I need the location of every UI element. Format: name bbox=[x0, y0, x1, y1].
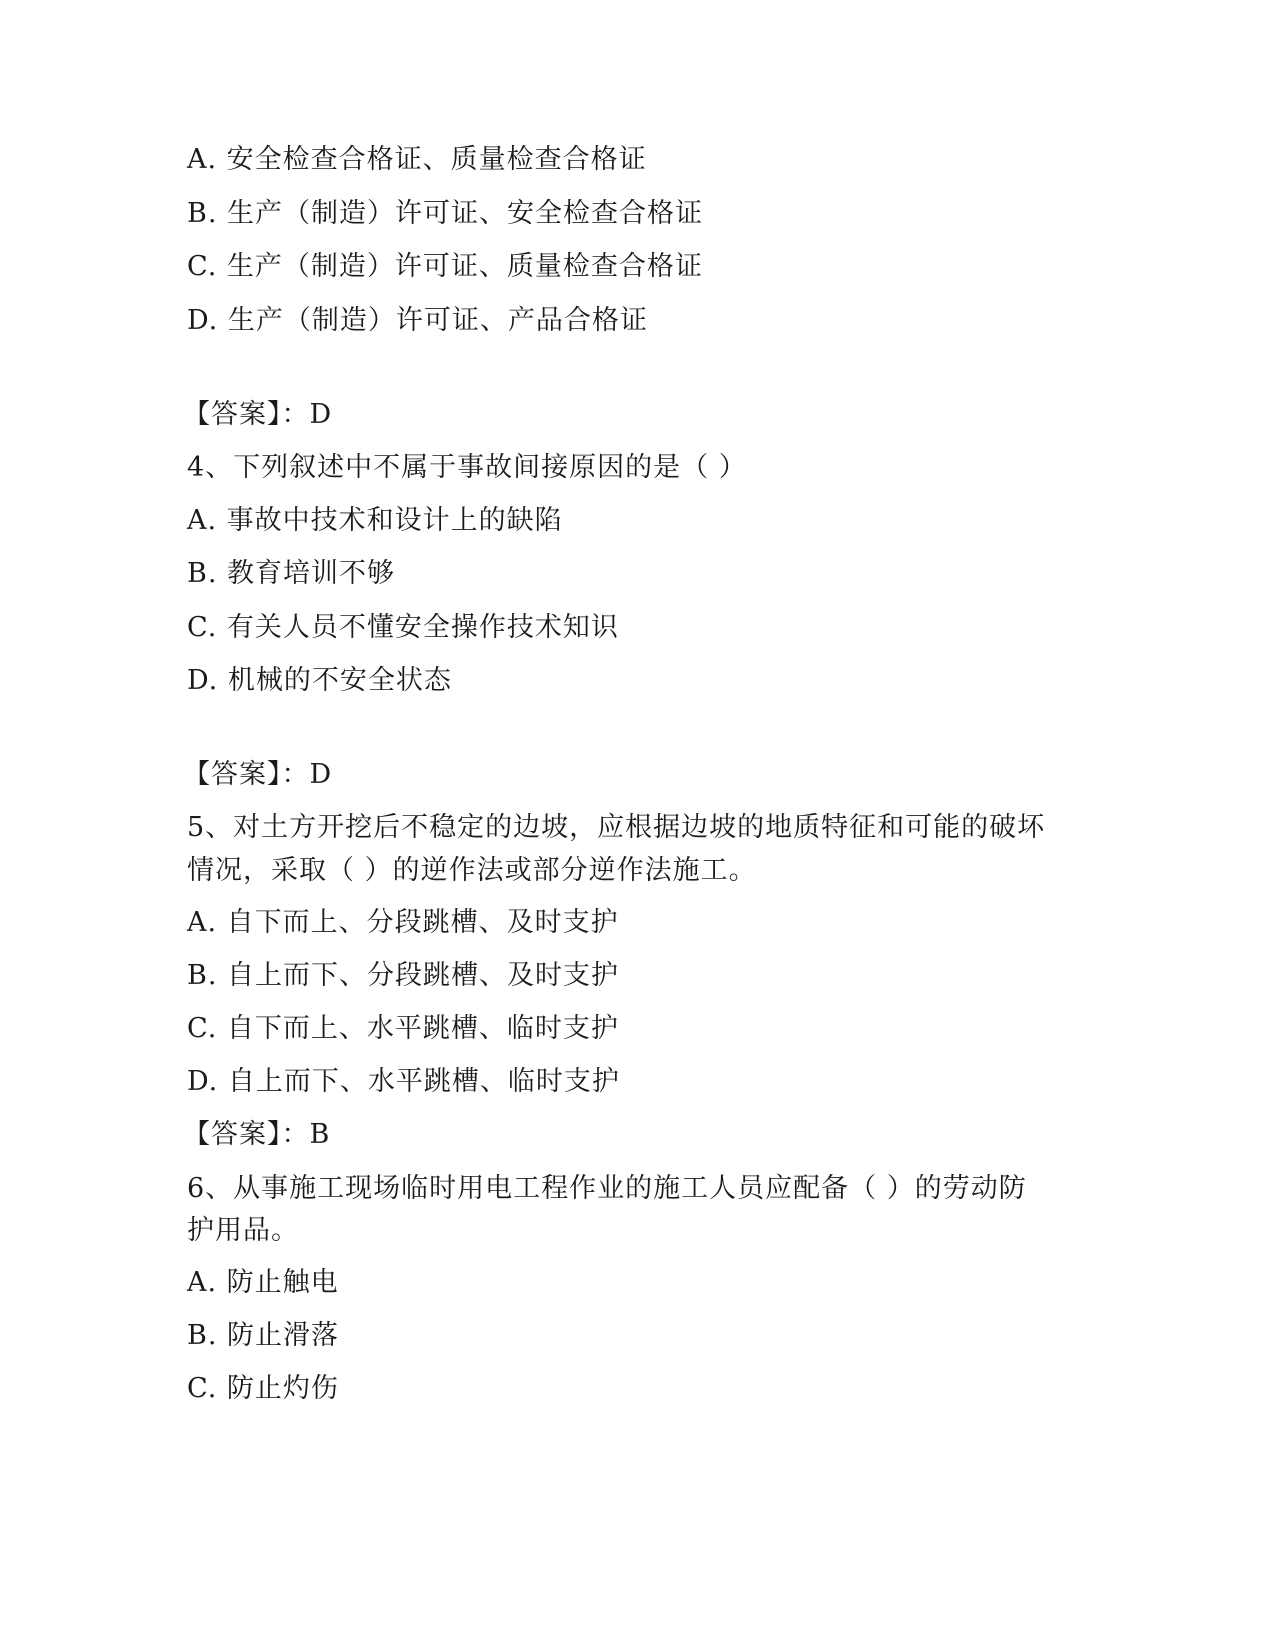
q5-question-line2: 情况，采取（ ）的逆作法或部分逆作法施工。 bbox=[187, 855, 757, 886]
q3-option-d: D. 生产（制造）许可证、产品合格证 bbox=[187, 305, 648, 336]
q3-option-c: C. 生产（制造）许可证、质量检查合格证 bbox=[187, 251, 703, 282]
q4-option-a: A. 事故中技术和设计上的缺陷 bbox=[187, 505, 563, 536]
q4-option-d: D. 机械的不安全状态 bbox=[187, 665, 452, 696]
q4-question: 4、下列叙述中不属于事故间接原因的是（ ） bbox=[187, 452, 747, 483]
q6-option-b: B. 防止滑落 bbox=[187, 1320, 340, 1351]
q4-option-b: B. 教育培训不够 bbox=[187, 558, 396, 589]
q5-option-c: C. 自下而上、水平跳槽、临时支护 bbox=[187, 1013, 619, 1044]
q5-question-line1: 5、对土方开挖后不稳定的边坡，应根据边坡的地质特征和可能的破坏 bbox=[187, 812, 1046, 843]
q5-option-a: A. 自下而上、分段跳槽、及时支护 bbox=[187, 907, 619, 938]
q6-option-c: C. 防止灼伤 bbox=[187, 1373, 339, 1404]
q3-option-b: B. 生产（制造）许可证、安全检查合格证 bbox=[187, 198, 704, 229]
q6-option-a: A. 防止触电 bbox=[187, 1267, 339, 1298]
q4-answer: 【答案】：D bbox=[183, 759, 333, 790]
q5-option-b: B. 自上而下、分段跳槽、及时支护 bbox=[187, 960, 620, 991]
q6-question-line2: 护用品。 bbox=[187, 1215, 299, 1246]
q5-option-d: D. 自上而下、水平跳槽、临时支护 bbox=[187, 1066, 620, 1097]
q5-answer: 【答案】：B bbox=[183, 1119, 331, 1150]
q3-option-a: A. 安全检查合格证、质量检查合格证 bbox=[187, 144, 647, 175]
q6-question-line1: 6、从事施工现场临时用电工程作业的施工人员应配备（ ）的劳动防 bbox=[187, 1173, 1027, 1204]
q4-option-c: C. 有关人员不懂安全操作技术知识 bbox=[187, 612, 619, 643]
q3-answer: 【答案】：D bbox=[183, 399, 333, 430]
